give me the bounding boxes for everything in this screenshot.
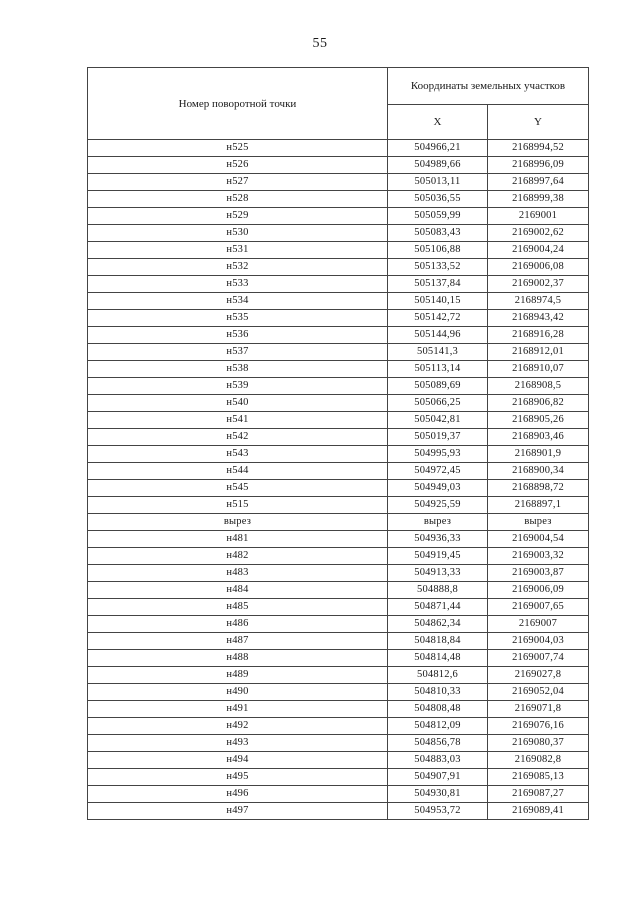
y-coordinate-cell: 2168996,09 bbox=[488, 157, 589, 174]
point-id-cell: н536 bbox=[88, 327, 388, 344]
y-coordinate-cell: 2168908,5 bbox=[488, 378, 589, 395]
y-coordinate-cell: 2169007 bbox=[488, 616, 589, 633]
y-coordinate-cell: 2168916,28 bbox=[488, 327, 589, 344]
x-coordinate-cell: вырез bbox=[388, 514, 488, 531]
point-id-cell: н496 bbox=[88, 786, 388, 803]
y-coordinate-cell: 2169004,24 bbox=[488, 242, 589, 259]
x-coordinate-cell: 505059,99 bbox=[388, 208, 488, 225]
y-coordinate-cell: 2168900,34 bbox=[488, 463, 589, 480]
y-coordinate-cell: 2168912,01 bbox=[488, 344, 589, 361]
x-coordinate-cell: 504989,66 bbox=[388, 157, 488, 174]
table-row bbox=[88, 497, 589, 514]
x-coordinate-cell: 504907,91 bbox=[388, 769, 488, 786]
point-id-cell: н531 bbox=[88, 242, 388, 259]
point-id-cell: н530 bbox=[88, 225, 388, 242]
table-row bbox=[88, 293, 589, 310]
y-coordinate-cell: 2168906,82 bbox=[488, 395, 589, 412]
y-coordinate-cell: 2168910,07 bbox=[488, 361, 589, 378]
x-coordinate-cell: 504856,78 bbox=[388, 735, 488, 752]
header-coordinates: Координаты земельных участков bbox=[388, 68, 589, 105]
x-coordinate-cell: 505133,52 bbox=[388, 259, 488, 276]
table-row bbox=[88, 548, 589, 565]
table-row bbox=[88, 276, 589, 293]
coordinates-table bbox=[87, 67, 589, 820]
y-coordinate-cell: 2169004,03 bbox=[488, 633, 589, 650]
x-coordinate-cell: 504862,34 bbox=[388, 616, 488, 633]
point-id-cell: н488 bbox=[88, 650, 388, 667]
point-id-cell: н525 bbox=[88, 140, 388, 157]
y-coordinate-cell: 2169001 bbox=[488, 208, 589, 225]
y-coordinate-cell: 2169002,62 bbox=[488, 225, 589, 242]
y-coordinate-cell: 2168997,64 bbox=[488, 174, 589, 191]
x-coordinate-cell: 505019,37 bbox=[388, 429, 488, 446]
x-coordinate-cell: 504808,48 bbox=[388, 701, 488, 718]
x-coordinate-cell: 504810,33 bbox=[388, 684, 488, 701]
table-row bbox=[88, 463, 589, 480]
x-coordinate-cell: 504949,03 bbox=[388, 480, 488, 497]
header-y: Y bbox=[488, 105, 589, 140]
table-row bbox=[88, 752, 589, 769]
point-id-cell: н497 bbox=[88, 803, 388, 820]
table-row bbox=[88, 327, 589, 344]
table-row bbox=[88, 361, 589, 378]
table-row bbox=[88, 684, 589, 701]
point-id-cell: н528 bbox=[88, 191, 388, 208]
y-coordinate-cell: вырез bbox=[488, 514, 589, 531]
point-id-cell: н482 bbox=[88, 548, 388, 565]
point-id-cell: н485 bbox=[88, 599, 388, 616]
y-coordinate-cell: 2169082,8 bbox=[488, 752, 589, 769]
y-coordinate-cell: 2169007,74 bbox=[488, 650, 589, 667]
y-coordinate-cell: 2169076,16 bbox=[488, 718, 589, 735]
y-coordinate-cell: 2168999,38 bbox=[488, 191, 589, 208]
y-coordinate-cell: 2168903,46 bbox=[488, 429, 589, 446]
header-point-number: Номер поворотной точки bbox=[88, 68, 388, 140]
point-id-cell: н491 bbox=[88, 701, 388, 718]
y-coordinate-cell: 2169007,65 bbox=[488, 599, 589, 616]
point-id-cell: н527 bbox=[88, 174, 388, 191]
x-coordinate-cell: 505141,3 bbox=[388, 344, 488, 361]
table-header bbox=[88, 68, 589, 140]
point-id-cell: н543 bbox=[88, 446, 388, 463]
table-row bbox=[88, 582, 589, 599]
point-id-cell: н533 bbox=[88, 276, 388, 293]
x-coordinate-cell: 505140,15 bbox=[388, 293, 488, 310]
x-coordinate-cell: 505036,55 bbox=[388, 191, 488, 208]
table-row bbox=[88, 599, 589, 616]
x-coordinate-cell: 504930,81 bbox=[388, 786, 488, 803]
table-row bbox=[88, 701, 589, 718]
point-id-cell: н483 bbox=[88, 565, 388, 582]
table-row bbox=[88, 565, 589, 582]
x-coordinate-cell: 504966,21 bbox=[388, 140, 488, 157]
y-coordinate-cell: 2169052,04 bbox=[488, 684, 589, 701]
table-row bbox=[88, 803, 589, 820]
table-row bbox=[88, 259, 589, 276]
y-coordinate-cell: 2169085,13 bbox=[488, 769, 589, 786]
y-coordinate-cell: 2169071,8 bbox=[488, 701, 589, 718]
header-x: X bbox=[388, 105, 488, 140]
table-row bbox=[88, 242, 589, 259]
point-id-cell: н493 bbox=[88, 735, 388, 752]
point-id-cell: н494 bbox=[88, 752, 388, 769]
point-id-cell: н541 bbox=[88, 412, 388, 429]
x-coordinate-cell: 505089,69 bbox=[388, 378, 488, 395]
table-row bbox=[88, 633, 589, 650]
x-coordinate-cell: 505083,43 bbox=[388, 225, 488, 242]
y-coordinate-cell: 2169003,87 bbox=[488, 565, 589, 582]
x-coordinate-cell: 505142,72 bbox=[388, 310, 488, 327]
table-body bbox=[88, 140, 589, 820]
y-coordinate-cell: 2168898,72 bbox=[488, 480, 589, 497]
table-row bbox=[88, 769, 589, 786]
point-id-cell: н537 bbox=[88, 344, 388, 361]
table-row bbox=[88, 208, 589, 225]
y-coordinate-cell: 2168905,26 bbox=[488, 412, 589, 429]
x-coordinate-cell: 504919,45 bbox=[388, 548, 488, 565]
table-row bbox=[88, 412, 589, 429]
table-row bbox=[88, 514, 589, 531]
table-row bbox=[88, 395, 589, 412]
y-coordinate-cell: 2169087,27 bbox=[488, 786, 589, 803]
point-id-cell: н538 bbox=[88, 361, 388, 378]
table-row bbox=[88, 616, 589, 633]
point-id-cell: н515 bbox=[88, 497, 388, 514]
table-row bbox=[88, 446, 589, 463]
point-id-cell: н486 bbox=[88, 616, 388, 633]
point-id-cell: н540 bbox=[88, 395, 388, 412]
y-coordinate-cell: 2169027,8 bbox=[488, 667, 589, 684]
y-coordinate-cell: 2169003,32 bbox=[488, 548, 589, 565]
x-coordinate-cell: 504883,03 bbox=[388, 752, 488, 769]
point-id-cell: н529 bbox=[88, 208, 388, 225]
x-coordinate-cell: 505042,81 bbox=[388, 412, 488, 429]
y-coordinate-cell: 2168974,5 bbox=[488, 293, 589, 310]
x-coordinate-cell: 505137,84 bbox=[388, 276, 488, 293]
point-id-cell: н545 bbox=[88, 480, 388, 497]
page-number: 55 bbox=[312, 36, 328, 51]
table-row bbox=[88, 310, 589, 327]
point-id-cell: н481 bbox=[88, 531, 388, 548]
point-id-cell: н492 bbox=[88, 718, 388, 735]
point-id-cell: н484 bbox=[88, 582, 388, 599]
x-coordinate-cell: 504812,6 bbox=[388, 667, 488, 684]
table-row bbox=[88, 531, 589, 548]
point-id-cell: н526 bbox=[88, 157, 388, 174]
x-coordinate-cell: 505113,14 bbox=[388, 361, 488, 378]
table-row bbox=[88, 344, 589, 361]
table-row bbox=[88, 650, 589, 667]
point-id-cell: н534 bbox=[88, 293, 388, 310]
table-row bbox=[88, 174, 589, 191]
y-coordinate-cell: 2169080,37 bbox=[488, 735, 589, 752]
table-row bbox=[88, 786, 589, 803]
x-coordinate-cell: 505066,25 bbox=[388, 395, 488, 412]
point-id-cell: н544 bbox=[88, 463, 388, 480]
y-coordinate-cell: 2168901,9 bbox=[488, 446, 589, 463]
x-coordinate-cell: 505106,88 bbox=[388, 242, 488, 259]
point-id-cell: н532 bbox=[88, 259, 388, 276]
y-coordinate-cell: 2169004,54 bbox=[488, 531, 589, 548]
table-row bbox=[88, 378, 589, 395]
table-row bbox=[88, 667, 589, 684]
table-row bbox=[88, 191, 589, 208]
y-coordinate-cell: 2169006,08 bbox=[488, 259, 589, 276]
table-row bbox=[88, 718, 589, 735]
x-coordinate-cell: 504888,8 bbox=[388, 582, 488, 599]
y-coordinate-cell: 2168897,1 bbox=[488, 497, 589, 514]
x-coordinate-cell: 504972,45 bbox=[388, 463, 488, 480]
point-id-cell: вырез bbox=[88, 514, 388, 531]
x-coordinate-cell: 504936,33 bbox=[388, 531, 488, 548]
x-coordinate-cell: 504995,93 bbox=[388, 446, 488, 463]
point-id-cell: н535 bbox=[88, 310, 388, 327]
point-id-cell: н490 bbox=[88, 684, 388, 701]
x-coordinate-cell: 504925,59 bbox=[388, 497, 488, 514]
y-coordinate-cell: 2169006,09 bbox=[488, 582, 589, 599]
table-row bbox=[88, 480, 589, 497]
x-coordinate-cell: 504812,09 bbox=[388, 718, 488, 735]
x-coordinate-cell: 504913,33 bbox=[388, 565, 488, 582]
point-id-cell: н495 bbox=[88, 769, 388, 786]
table-row bbox=[88, 140, 589, 157]
x-coordinate-cell: 505013,11 bbox=[388, 174, 488, 191]
y-coordinate-cell: 2168994,52 bbox=[488, 140, 589, 157]
point-id-cell: н542 bbox=[88, 429, 388, 446]
y-coordinate-cell: 2168943,42 bbox=[488, 310, 589, 327]
table-row bbox=[88, 735, 589, 752]
x-coordinate-cell: 504814,48 bbox=[388, 650, 488, 667]
x-coordinate-cell: 504871,44 bbox=[388, 599, 488, 616]
x-coordinate-cell: 504953,72 bbox=[388, 803, 488, 820]
point-id-cell: н489 bbox=[88, 667, 388, 684]
y-coordinate-cell: 2169089,41 bbox=[488, 803, 589, 820]
table-row bbox=[88, 225, 589, 242]
point-id-cell: н539 bbox=[88, 378, 388, 395]
x-coordinate-cell: 504818,84 bbox=[388, 633, 488, 650]
table-row bbox=[88, 157, 589, 174]
point-id-cell: н487 bbox=[88, 633, 388, 650]
y-coordinate-cell: 2169002,37 bbox=[488, 276, 589, 293]
table-row bbox=[88, 429, 589, 446]
x-coordinate-cell: 505144,96 bbox=[388, 327, 488, 344]
